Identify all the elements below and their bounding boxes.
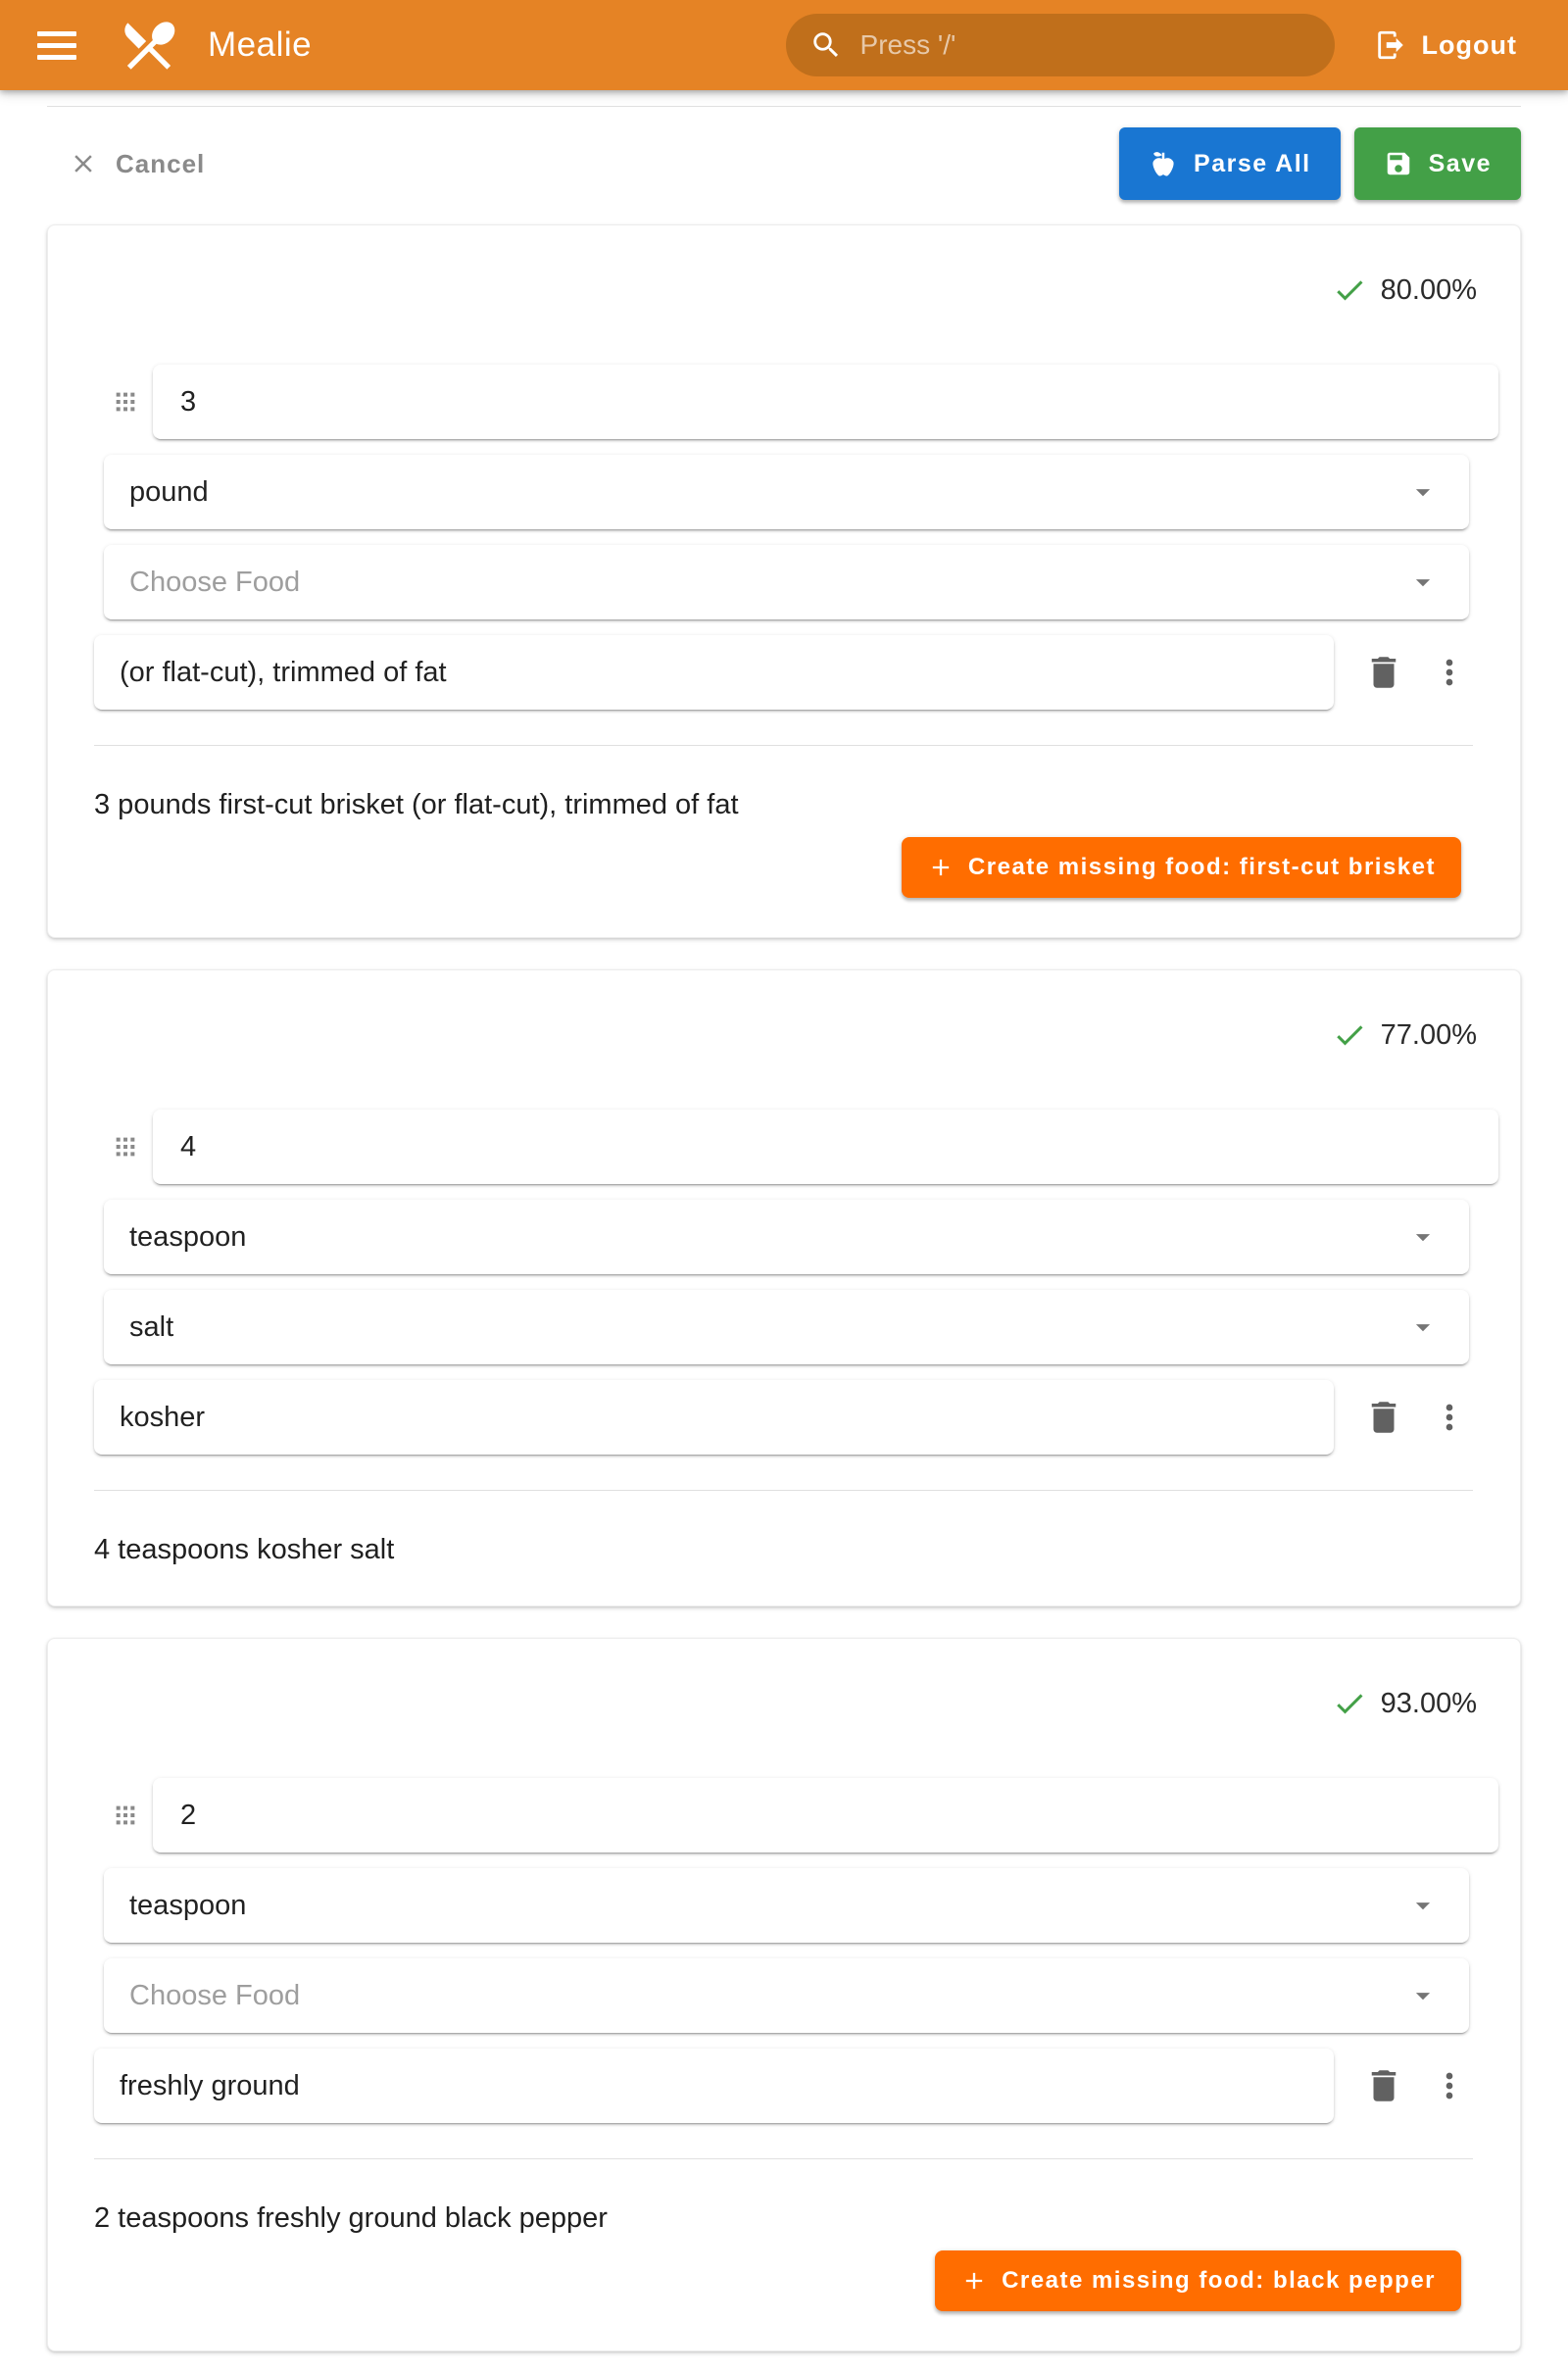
food-select[interactable] (104, 1958, 1469, 2033)
chevron-down-icon (1406, 566, 1440, 599)
kebab-icon (1430, 653, 1469, 692)
cancel-label: Cancel (116, 148, 206, 178)
quantity-value: 4 (180, 1130, 197, 1162)
note-row (94, 1380, 1520, 1455)
search-placeholder: Press '/' (859, 29, 956, 60)
unit-select[interactable] (104, 455, 1469, 529)
logout-button[interactable] (1374, 28, 1517, 62)
menu-icon[interactable] (37, 25, 76, 65)
note-value: kosher (120, 1401, 206, 1433)
unit-value: pound (129, 475, 209, 508)
parser-page (0, 106, 1568, 2351)
parser-toolbar (47, 126, 1521, 201)
drag-handle-icon[interactable] (104, 380, 147, 423)
original-ingredient-text: 2 teaspoons freshly ground black pepper (94, 2202, 608, 2234)
close-icon (69, 149, 98, 178)
confidence-row (48, 1639, 1520, 1721)
ingredient-card (47, 224, 1521, 938)
note-value: freshly ground (120, 2069, 300, 2101)
logout-label: Logout (1421, 29, 1517, 60)
plus-icon (960, 2267, 988, 2295)
divider (94, 2158, 1473, 2159)
ingredient-card (47, 1638, 1521, 2351)
trash-icon (1363, 652, 1404, 693)
note-input[interactable] (94, 2049, 1334, 2123)
chevron-down-icon (1406, 1979, 1440, 2012)
confidence-value: 80.00% (1380, 273, 1477, 306)
quantity-input[interactable] (153, 1778, 1498, 1853)
original-ingredient-text: 3 pounds first-cut brisket (or flat-cut), trimmed of fat (94, 789, 739, 820)
food-select[interactable] (104, 1290, 1469, 1364)
delete-button[interactable] (1363, 2065, 1404, 2106)
check-icon (1332, 272, 1367, 308)
quantity-row (104, 365, 1498, 439)
search-icon (809, 28, 843, 62)
divider (94, 745, 1473, 746)
more-options-button[interactable] (1430, 1398, 1469, 1437)
create-missing-food-button[interactable] (902, 837, 1461, 898)
save-icon (1384, 149, 1413, 178)
quantity-row (104, 1110, 1498, 1184)
note-value: (or flat-cut), trimmed of fat (120, 656, 447, 688)
plus-icon (927, 854, 955, 881)
confidence-value: 93.00% (1380, 1687, 1477, 1719)
save-label: Save (1428, 149, 1492, 177)
unit-value: teaspoon (129, 1889, 247, 1921)
kebab-icon (1430, 1398, 1469, 1437)
logout-icon (1374, 28, 1407, 62)
note-row (94, 635, 1520, 710)
create-missing-food-button[interactable] (935, 2250, 1461, 2311)
unit-value: teaspoon (129, 1220, 247, 1253)
note-row (94, 2049, 1520, 2123)
save-button[interactable] (1354, 127, 1521, 200)
check-icon (1332, 1686, 1367, 1721)
trash-icon (1363, 1397, 1404, 1438)
app-title: Mealie (208, 25, 313, 64)
unit-select[interactable] (104, 1868, 1469, 1943)
parse-all-label: Parse All (1194, 149, 1311, 177)
food-value: salt (129, 1310, 174, 1343)
ingredient-card (47, 969, 1521, 1606)
more-options-button[interactable] (1430, 653, 1469, 692)
note-input[interactable] (94, 1380, 1334, 1455)
confidence-row (48, 225, 1520, 308)
delete-button[interactable] (1363, 1397, 1404, 1438)
food-select[interactable] (104, 545, 1469, 619)
create-missing-food-label: Create missing food: first-cut brisket (967, 854, 1436, 880)
quantity-value: 3 (180, 385, 197, 418)
create-missing-food-label: Create missing food: black pepper (1002, 2267, 1436, 2294)
apple-icon (1149, 149, 1178, 178)
trash-icon (1363, 2065, 1404, 2106)
quantity-input[interactable] (153, 1110, 1498, 1184)
quantity-value: 2 (180, 1799, 197, 1831)
parse-all-button[interactable] (1119, 127, 1341, 200)
app-header (0, 0, 1568, 90)
chevron-down-icon (1406, 1889, 1440, 1922)
food-placeholder: Choose Food (129, 1979, 301, 2011)
check-icon (1332, 1017, 1367, 1053)
quantity-row (104, 1778, 1498, 1853)
drag-handle-icon[interactable] (104, 1125, 147, 1168)
divider (94, 1490, 1473, 1491)
confidence-row (48, 970, 1520, 1053)
original-ingredient-text: 4 teaspoons kosher salt (94, 1534, 395, 1565)
chevron-down-icon (1406, 1220, 1440, 1254)
delete-button[interactable] (1363, 652, 1404, 693)
more-options-button[interactable] (1430, 2066, 1469, 2105)
chevron-down-icon (1406, 475, 1440, 509)
divider (47, 106, 1521, 107)
note-input[interactable] (94, 635, 1334, 710)
drag-handle-icon[interactable] (104, 1794, 147, 1837)
quantity-input[interactable] (153, 365, 1498, 439)
unit-select[interactable] (104, 1200, 1469, 1274)
cancel-button[interactable] (69, 149, 205, 179)
food-placeholder: Choose Food (129, 566, 301, 598)
search-input[interactable] (786, 14, 1335, 76)
confidence-value: 77.00% (1380, 1018, 1477, 1051)
chevron-down-icon (1406, 1310, 1440, 1344)
mealie-logo-icon (118, 14, 180, 76)
kebab-icon (1430, 2066, 1469, 2105)
